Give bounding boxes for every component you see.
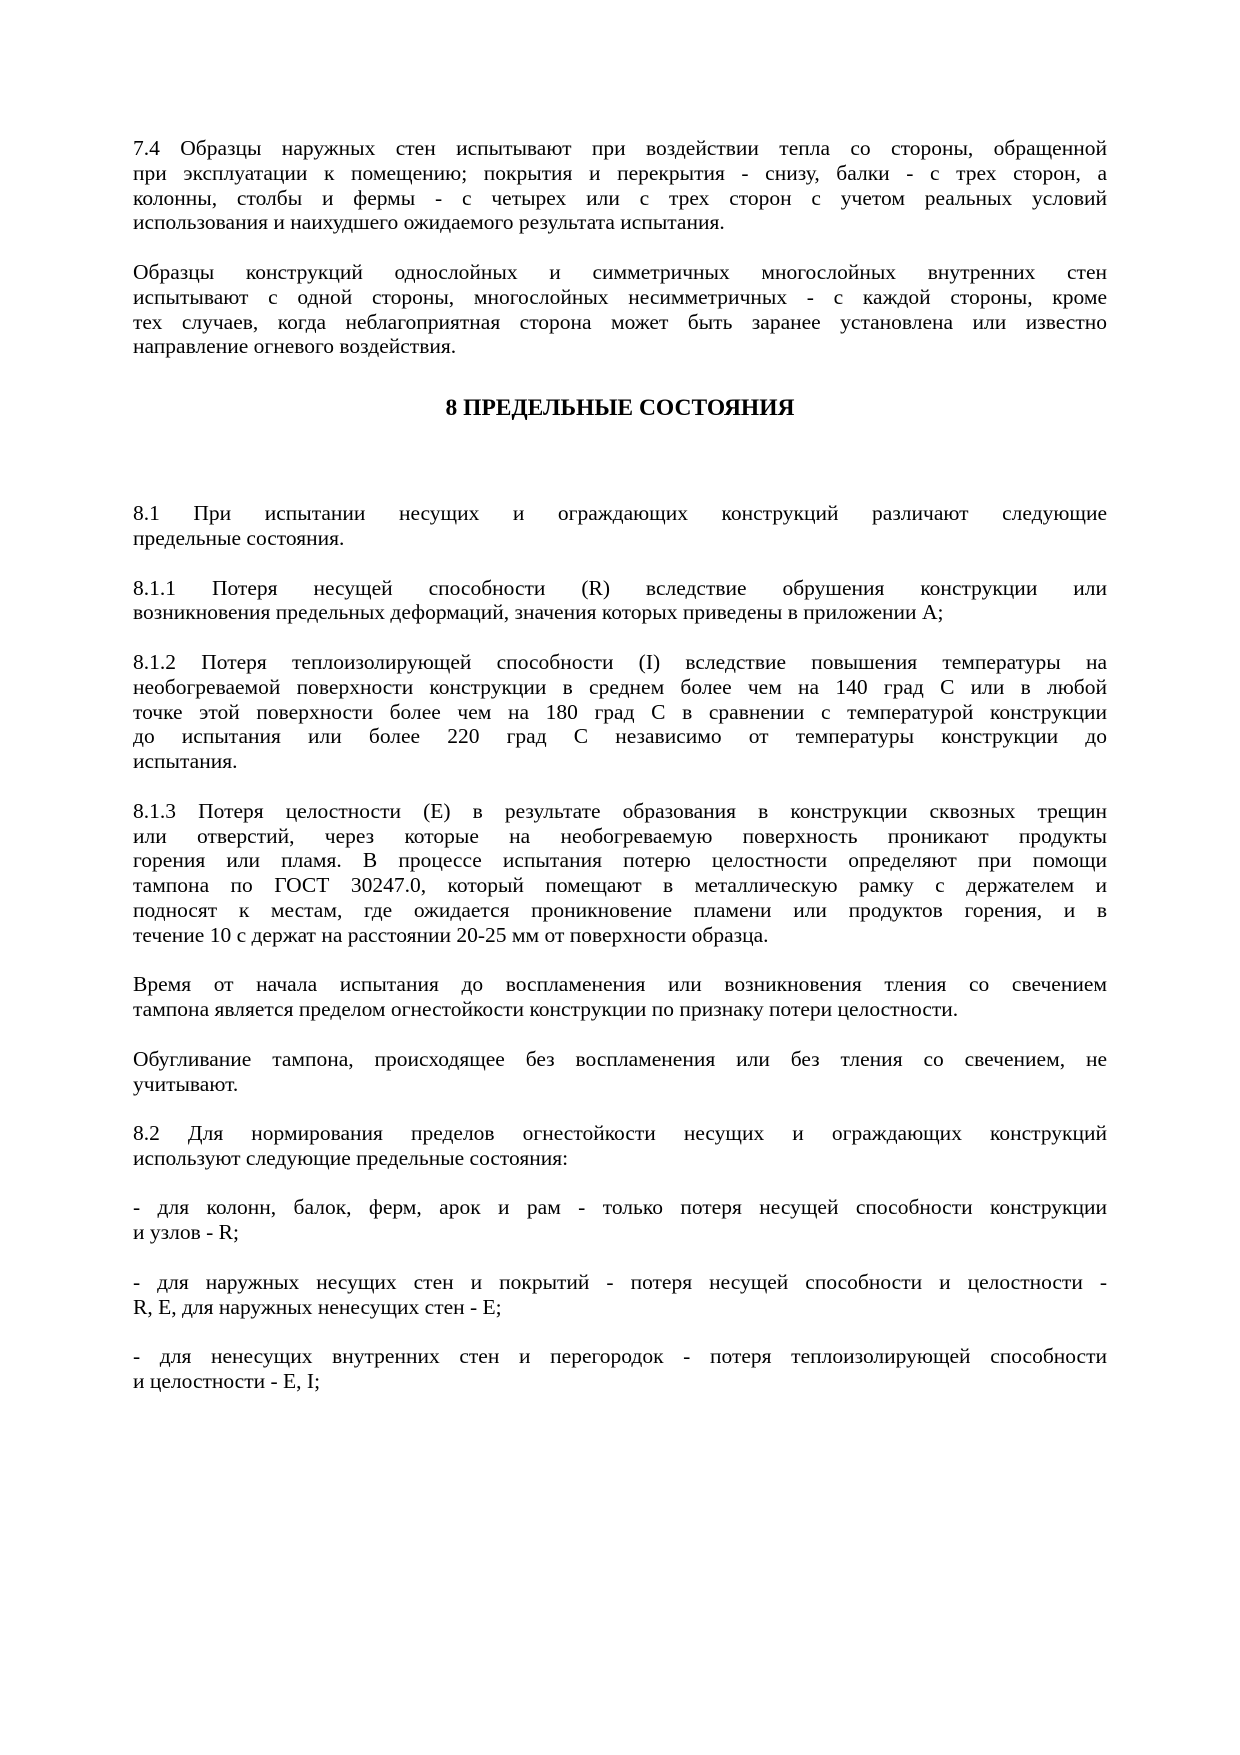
paragraph bbox=[133, 972, 1107, 1022]
paragraph bbox=[133, 1344, 1107, 1394]
paragraph bbox=[133, 1047, 1107, 1097]
text-line: предельные состояния. bbox=[133, 525, 345, 550]
paragraph bbox=[133, 1270, 1107, 1320]
text-line: направление огневого воздействия. bbox=[133, 334, 457, 359]
section-heading: 8 ПРЕДЕЛЬНЫЕ СОСТОЯНИЯ bbox=[445, 395, 795, 422]
text-line: возникновения предельных деформаций, значения которых приведены в приложении А; bbox=[133, 600, 944, 625]
paragraph bbox=[133, 650, 1107, 774]
text-line: 8.1.1 Потеря несущей способности (R) вследствие обрушения конструкции или bbox=[133, 575, 1107, 600]
text-line: учитывают. bbox=[133, 1071, 239, 1096]
text-line: или отверстий, через которые на необогреваемую поверхность проникают продукты bbox=[133, 823, 1107, 848]
text-line: испытывают с одной стороны, многослойных несимметричных - с каждой стороны, кроме bbox=[133, 284, 1107, 309]
text-line: тех случаев, когда неблагоприятная сторона может быть заранее установлена или известно bbox=[133, 309, 1107, 334]
text-line: тампона по ГОСТ 30247.0, который помещают в металлическую рамку с держателем и bbox=[133, 873, 1107, 898]
paragraph bbox=[133, 260, 1107, 359]
text-line: и целостности - E, I; bbox=[133, 1369, 321, 1394]
text-line: Время от начала испытания до воспламенения или возникновения тления со свечением bbox=[133, 972, 1107, 997]
text-line: и узлов - R; bbox=[133, 1220, 239, 1245]
paragraph bbox=[133, 136, 1107, 235]
text-line: R, E, для наружных ненесущих стен - E; bbox=[133, 1294, 502, 1319]
text-line: 8.1.3 Потеря целостности (Е) в результате образования в конструкции сквозных трещин bbox=[133, 798, 1107, 823]
text-line: течение 10 с держат на расстоянии 20-25 мм от поверхности образца. bbox=[133, 922, 769, 947]
text-line: колонны, столбы и фермы - с четырех или с трех сторон с учетом реальных условий bbox=[133, 185, 1107, 210]
text-line: 8.2 Для нормирования пределов огнестойкости несущих и ограждающих конструкций bbox=[133, 1121, 1107, 1146]
text-line: необогреваемой поверхности конструкции в среднем более чем на 140 град С или в любой bbox=[133, 674, 1107, 699]
text-line: 8.1 При испытании несущих и ограждающих конструкций различают следующие bbox=[133, 501, 1107, 526]
text-line: - для колонн, балок, ферм, арок и рам - только потеря несущей способности конструкции bbox=[133, 1195, 1107, 1220]
text-line: испытания. bbox=[133, 749, 238, 774]
text-line: - для ненесущих внутренних стен и перегородок - потеря теплоизолирующей способности bbox=[133, 1344, 1107, 1369]
text-line: 8.1.2 Потеря теплоизолирующей способности (I) вследствие повышения температуры на bbox=[133, 649, 1107, 674]
document-page bbox=[133, 136, 1107, 1419]
text-line: точке этой поверхности более чем на 180 град С в сравнении с температурой конструкции bbox=[133, 699, 1107, 724]
section-8-text bbox=[133, 501, 1107, 1394]
text-line: при эксплуатации к помещению; покрытия и перекрытия - снизу, балки - с трех сторон, а bbox=[133, 160, 1107, 185]
paragraph bbox=[133, 1121, 1107, 1171]
text-line: - для наружных несущих стен и покрытий - потеря несущей способности и целостности - bbox=[133, 1269, 1107, 1294]
paragraph bbox=[133, 799, 1107, 948]
text-line: 7.4 Образцы наружных стен испытывают при воздействии тепла со стороны, обращенной bbox=[133, 136, 1107, 160]
text-line: подносят к местам, где ожидается проникновение пламени или продуктов горения, и в bbox=[133, 897, 1107, 922]
section-7-text bbox=[133, 136, 1107, 359]
paragraph bbox=[133, 1195, 1107, 1245]
paragraph bbox=[133, 501, 1107, 551]
text-line: использования и наихудшего ожидаемого результата испытания. bbox=[133, 210, 725, 235]
text-line: до испытания или более 220 град С независимо от температуры конструкции до bbox=[133, 724, 1107, 749]
text-line: используют следующие предельные состояния: bbox=[133, 1145, 569, 1170]
text-line: Обугливание тампона, происходящее без воспламенения или без тления со свечением, не bbox=[133, 1046, 1107, 1071]
text-line: Образцы конструкций однослойных и симметричных многослойных внутренних стен bbox=[133, 259, 1107, 284]
text-line: тампона является пределом огнестойкости конструкции по признаку потери целостности. bbox=[133, 997, 959, 1022]
paragraph bbox=[133, 576, 1107, 626]
text-line: горения или пламя. В процессе испытания потерю целостности определяют при помощи bbox=[133, 848, 1107, 873]
